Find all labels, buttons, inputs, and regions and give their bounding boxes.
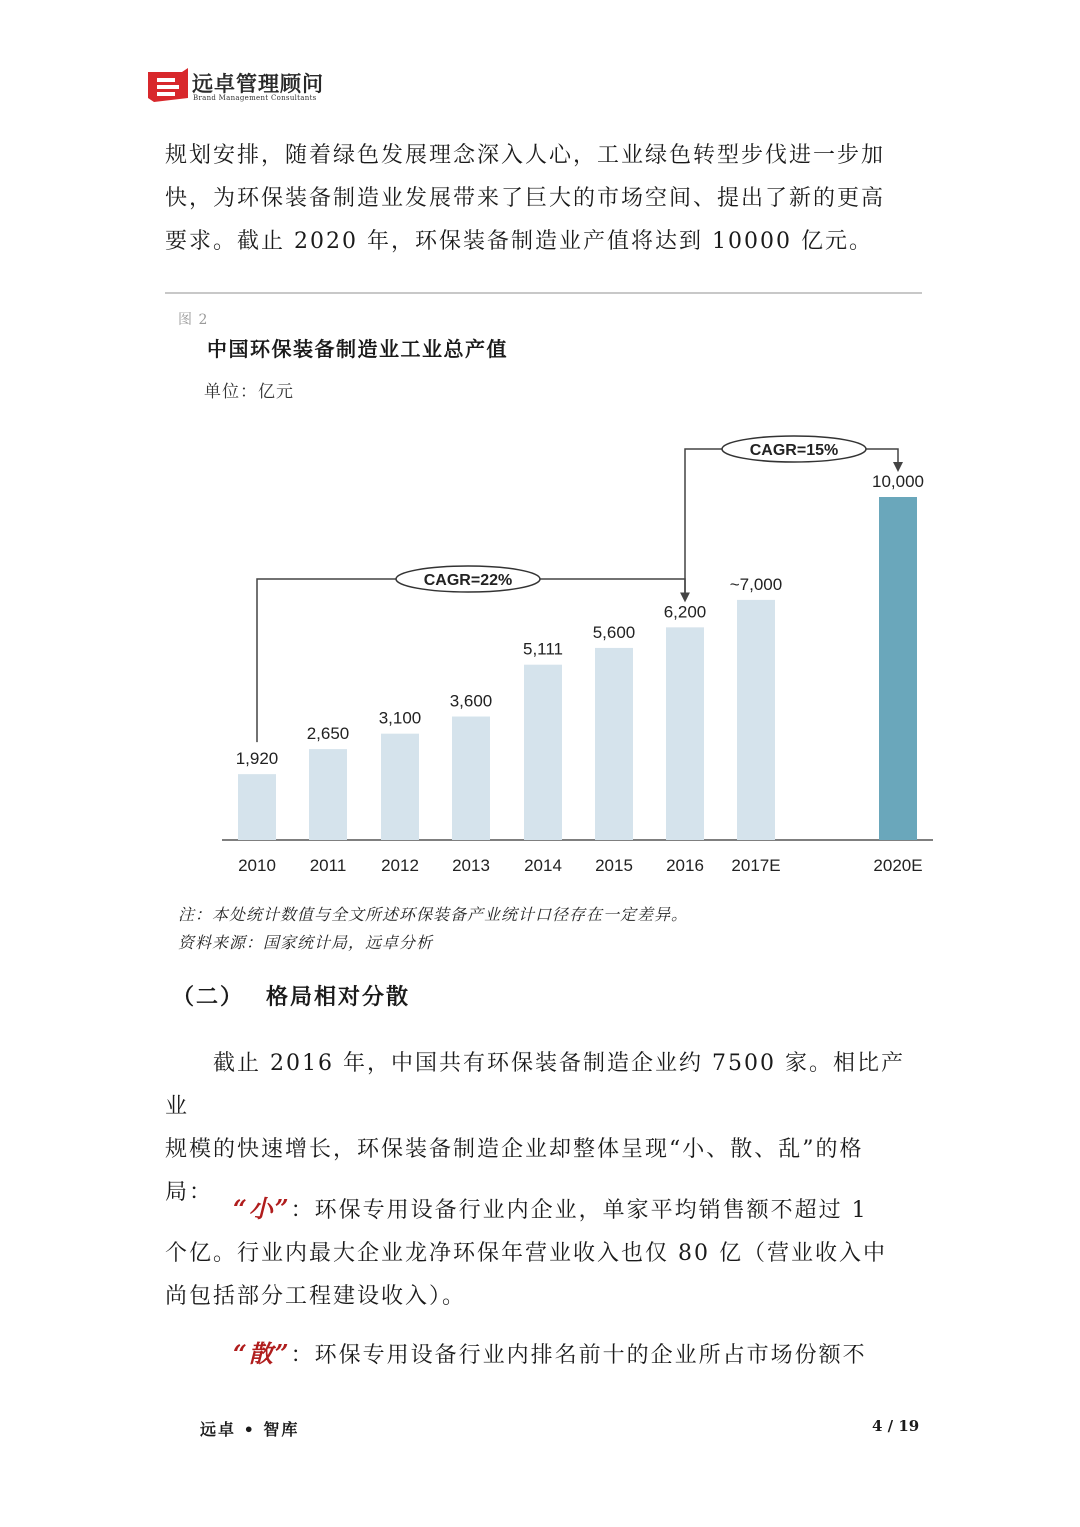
- data-label-2020E: 10,000: [872, 472, 924, 491]
- data-label-2011: 2,650: [306, 724, 350, 744]
- bar-2013: [452, 717, 490, 840]
- x-tick-label-2012: 2012: [381, 856, 419, 875]
- data-label-2012: 3,100: [378, 708, 422, 728]
- text-line: 规模的快速增长，环保装备制造企业却整体呈现“小、散、乱”的格: [165, 1137, 864, 1162]
- x-tick-label-2017E: 2017E: [731, 856, 781, 875]
- chart-source: 资料来源：国家统计局，远卓分析: [178, 933, 434, 952]
- data-label-2016: 6,200: [663, 602, 707, 622]
- bar-2014: [524, 665, 562, 840]
- body-paragraph-3: [165, 1332, 925, 1377]
- footer-brand: 远卓 • 智库: [200, 1420, 300, 1439]
- x-tick-label-2010: 2010: [238, 856, 276, 875]
- x-tick-label-2016: 2016: [666, 856, 704, 875]
- x-tick-label-2014: 2014: [524, 856, 562, 875]
- text-segment: ：环保专用设备行业内企业，单家平均销售额不超过 1: [290, 1198, 868, 1223]
- text-line: 快，为环保装备制造业发展带来了巨大的市场空间、提出了新的更高: [165, 186, 886, 211]
- logo-name-cn: 远卓管理顾问: [192, 71, 324, 96]
- bar-2010: [238, 774, 276, 840]
- figure-label: 图 2: [178, 312, 209, 328]
- section-heading: [172, 980, 410, 1011]
- figure-unit: 单位：亿元: [204, 382, 294, 402]
- text-line: [165, 1332, 925, 1377]
- bar-2020E: [879, 497, 917, 840]
- x-tick-label-2015: 2015: [595, 856, 633, 875]
- x-tick-label-2011: 2011: [309, 856, 347, 875]
- data-label-2010: 1,920: [235, 749, 279, 769]
- bar-2017E: [737, 600, 775, 840]
- cagr-label-2: CAGR=15%: [749, 442, 839, 459]
- text-segment: ：环保专用设备行业内排名前十的企业所占市场份额不: [290, 1343, 867, 1368]
- text-line: 要求。截止 2020 年，环保装备制造业产值将达到 10000 亿元。: [165, 229, 873, 254]
- data-label-2013: 3,600: [449, 691, 493, 711]
- body-paragraph-2: [165, 1187, 925, 1318]
- text-line: 规划安排，随着绿色发展理念深入人心，工业绿色转型步伐进一步加: [165, 143, 886, 168]
- bar-2012: [381, 734, 419, 840]
- x-tick-label-2013: 2013: [452, 856, 490, 875]
- figure-title: 中国环保装备制造业工业总产值: [207, 337, 508, 361]
- bar-2016: [666, 627, 704, 840]
- x-tick-label-2020E: 2020E: [873, 856, 923, 875]
- chart-note: 注：本处统计数值与全文所述环保装备产业统计口径存在一定差异。: [178, 905, 689, 924]
- emphasis-keyword: “小”: [233, 1194, 291, 1223]
- section-number: （二）: [172, 984, 245, 1010]
- section-title: 格局相对分散: [266, 984, 411, 1010]
- text-line: 局：: [165, 1180, 214, 1205]
- bar-2011: [309, 749, 347, 840]
- data-label-2017E: ~7,000: [729, 574, 783, 594]
- cagr-label-1: CAGR=22%: [423, 572, 513, 589]
- text-line: 尚包括部分工程建设收入）。: [165, 1284, 467, 1309]
- logo-name-en: Brand Management Consultants: [193, 94, 317, 102]
- data-label-2014: 5,111: [522, 639, 564, 659]
- data-label-2015: 5,600: [592, 622, 636, 642]
- text-line: [165, 1187, 925, 1232]
- text-line: 截止 2016 年，中国共有环保装备制造企业约 7500 家。相比产业: [165, 1051, 905, 1119]
- cagr-bracket-2: [685, 449, 898, 595]
- bar-2015: [595, 648, 633, 840]
- text-line: 个亿。行业内最大企业龙净环保年营业收入也仅 80 亿（营业收入中: [165, 1241, 887, 1266]
- emphasis-keyword: “散”: [233, 1339, 291, 1368]
- page-number: 4 / 19: [872, 1417, 920, 1435]
